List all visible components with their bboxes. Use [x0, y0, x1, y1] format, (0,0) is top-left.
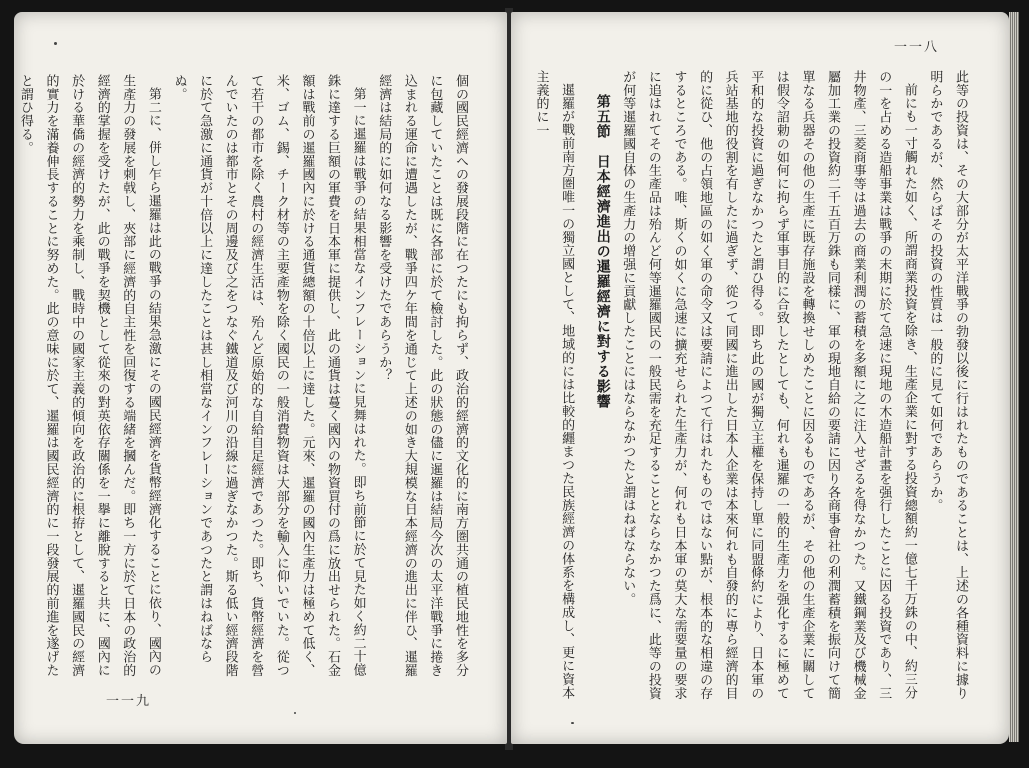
- section-heading: 第五節 日本經濟進出の暹羅經濟に對する影響: [594, 94, 611, 409]
- left-paragraph-3: 第二に、併し乍ら暹羅は此の戰爭の結果急激にその國民經濟を貨幣經濟化することに依り、國內の生產力の發展を刺戟し、夾部に經濟的自主性を回復する端緒を摑んだ。即ち一方に於て日本の政治的經濟的掌握を受けたが、此の戰爭を契機として從來の對英依存關係を一擧に離脫すると共に、國內に於ける華僑の經濟的勢力を乘制し、戰時中の國家主義的傾向を政治的に根拵として、暹羅國民の經濟的實力を滿養伸長することに努めた。此の意味に於て、暹羅は國民經濟的に一段發展的前進を遂げたと謂ひ得る。: [17, 74, 161, 677]
- right-page-number: 一一八: [893, 40, 939, 55]
- paper-speck: [571, 722, 574, 724]
- page-edges: [1009, 12, 1019, 742]
- right-paragraph-1: 此等の投資は、その大部分が太平洋戰爭の勃發以後に行はれたものであることは、上述の各種資料に據り明らかであるが、然らばその投資の性質は一般的に見て如何であらうか。: [927, 70, 968, 700]
- right-page: [511, 12, 1009, 744]
- left-paragraph-2: 第一に暹羅は戰爭の結果相當なインフレーションに見舞はれた。即ち前節に於て見た如く約二十億銖に達する巨額の軍費を日本軍に提供し、此の通貨は蔓く國內の物資買付の爲に放出せられた。石金額は戰前の暹羅國內に於ける通貨總額の十倍以上に達した。元來、暹羅の國內生產力は極めて低く、米、ゴム、錫、チーク材等の主要產物を除く國民の一般消費物資は大部分を輸入に仰いでいた。從つて若干の都市を除く農村の經濟生活は、殆んど原始的な自給自足經濟であつた。即ち、貨幣經濟を營んでいたのは都市とその周邊及び之をつなぐ鐵道及び河川の沿線に過ぎなかつた。斯る低い經濟段階に於て急激に通貨が十倍以上に達したことは甚し相當なインフレーションであつたと謂はねばならぬ。: [171, 74, 366, 677]
- right-page-body: [521, 70, 973, 706]
- left-page: [14, 12, 507, 744]
- paper-speck: [54, 42, 57, 45]
- right-paragraph-3: 暹羅が戰前南方圏唯一の獨立國として、地域的には比較的纒まつた民族經濟の体系を構成し、更に資本主義的に一: [533, 70, 575, 700]
- paper-speck: [294, 712, 296, 714]
- right-paragraph-2: 前にも一寸觸れた如く、所謂商業投資を除き、生產企業に對する投資總額約一億七千万銖の中、約三分の一を占める造船事業は戰爭の末期に於て急速に現地の木造船計畫を强行したことに因る投資であり、三井物產、三菱商事等は過去の商業利潤の蓄積を多額に之に注入せざるを得なかつた。又鐵鋼業及び機械金屬加工業の投資約二千五百万銖も同樣に、軍の現地自給の要請に因り各商事會社の利潤蓄積を振向けて簡單なる兵器その他の生產に既存施設を轉換せしめたことに因るものであるが、その他の生產企業に關しては假令詔勅の如何に拘らず軍事目的に合致したとしても、何れも暹羅の一般的生產力を强化するに極めて平和的な投資に過ぎなかつたと謂ひ得る。即ち此の國が獨立主權を保持し單に同盟條約により、日本軍の兵站基地的役割を有したに過ぎず、從つて同國に進出した日本人企業は本來何れも自發的に專ら經濟的目的に從ひ、他の占領地區の如く軍の命令又は要請によつて行はれたものではない點が、根本的な相違の存するところである。唯、斯くの如くに急速に擴充せられた生產力が、何れも日本軍の莫大な需要量の要求に追はれてその生產品は殆んど何等暹羅國民の一般民需を充足することとならなかつた爲に、此等の投資が何等暹羅國自体の生產力の增强に貢獻したことにはならなかつたと謂はねばならない。: [620, 70, 917, 700]
- left-page-body: [17, 74, 473, 686]
- left-page-number: 一一九: [106, 694, 152, 709]
- left-paragraph-1: 個の國民經濟への發展段階に在つたにも拘らず、政治的經濟的文化的に南方圏共通の植民地性を多分に包藏していたことは既に各部に於て檢討した。此の狀態の儘に暹羅は結局今次の太平洋戰爭に捲き込まれる運命に遭遇したが、戰爭四ケ年間を通じて上述の如き大規模な日本經濟の進出に伴ひ、暹羅經濟は結局的に如何なる影響を受けたであらうか？: [376, 74, 468, 677]
